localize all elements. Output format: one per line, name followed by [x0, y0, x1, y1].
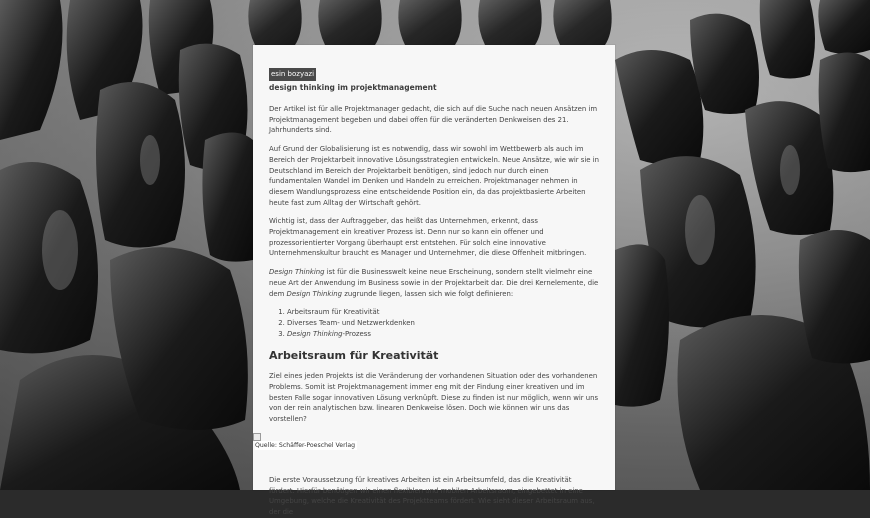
section-heading: Arbeitsraum für Kreativität	[269, 349, 439, 363]
list-item: 2. Diverses Team- und Netzwerkdenken	[287, 318, 599, 329]
paragraph-text: zugrunde liegen, lassen sich wie folgt definieren:	[342, 289, 514, 298]
article-card	[253, 45, 615, 516]
figure	[253, 433, 615, 475]
figure-caption: Quelle: Schäffer-Poeschel Verlag	[255, 441, 356, 449]
paragraph-globalisierung: Auf Grund der Globalisierung ist es notwendig, dass wir sowohl im Wettbewerb als auch im Bereich der Projektarbeit innovative Lösungsstrategien entwickeln. Neue Ansätze, wie wir sie in Deutschland im Bereich der Projektarbeit benötigen, sind jedoch nur durch einen fundamentalen Wandel im Denken und Handeln zu erreichen. Projektmanager nehmen in diesem Wandlungsprozess eine entscheidende Position ein, da das projektbasierte Arbeiten heute fast zum Alltag der Wirtschaft gehört.	[269, 145, 600, 207]
design-thinking-term: Design Thinking	[286, 289, 343, 298]
paragraph-intro: Der Artikel ist für alle Projektmanager gedacht, die sich auf die Suche nach neuen Ansätzen im Projektmanagement begeben und dabei offen für die veränderten Denkweisen des 21. Jahrhunderts sind.	[269, 105, 598, 135]
core-elements-list	[269, 307, 599, 339]
author-label[interactable]: esin bozyazi	[269, 68, 316, 81]
broken-image-icon	[253, 433, 261, 441]
list-item	[287, 329, 599, 340]
list-item: 1. Arbeitsraum für Kreativität	[287, 307, 599, 318]
paragraph-ziel: Ziel eines jeden Projekts ist die Veränderung der vorhandenen Situation oder des vorhandenen Problems. Somit ist Projektmanagement immer eng mit der Findung einer kreativen und im besten Falle sogar innovativen Lösung verknüpft. Diese zu finden ist nur möglich, wenn wir uns von der rein analytischen bzw. linearen Denkweise lösen. Doch wie können wir uns das vorstellen?	[269, 372, 599, 424]
paragraph-auftraggeber: Wichtig ist, dass der Auftraggeber, das heißt das Unternehmen, erkennt, dass Projektmanagement ein kreativer Prozess ist. Denn nur so kann ein offener und prozessorientierter Vorgang überhaupt erst entstehen. Für solch eine innovative Unternehmenskultur braucht es Manager und Unternehmer, die diese Offenheit mitbringen.	[269, 217, 587, 258]
design-thinking-term: Design Thinking	[269, 268, 325, 277]
list-item-text: -Prozess	[342, 329, 371, 338]
paragraph-design-thinking	[269, 267, 599, 299]
paragraph-arbeitsumfeld: Die erste Voraussetzung für kreatives Arbeiten ist ein Arbeitsumfeld, das die Kreativität fördert. Hierfür benötigen wir einen flexiblen und mobilen Arbeitsraum, eingebettet in eine Umgebung, welche die Kreativität des Projektteams fördert. Wie sieht dieser Arbeitsraum aus, der die	[269, 475, 595, 516]
design-thinking-term: Design Thinking	[287, 329, 343, 338]
paragraph-text: ist für die Businesswelt keine neue Erscheinung, sondern stellt vielmehr eine neue Art der Anwendung im Business sowie in der Projektarbeit dar. Die drei Kernelemente, die dem	[269, 268, 599, 298]
article-subtitle: design thinking im projektmanagement	[269, 83, 437, 92]
